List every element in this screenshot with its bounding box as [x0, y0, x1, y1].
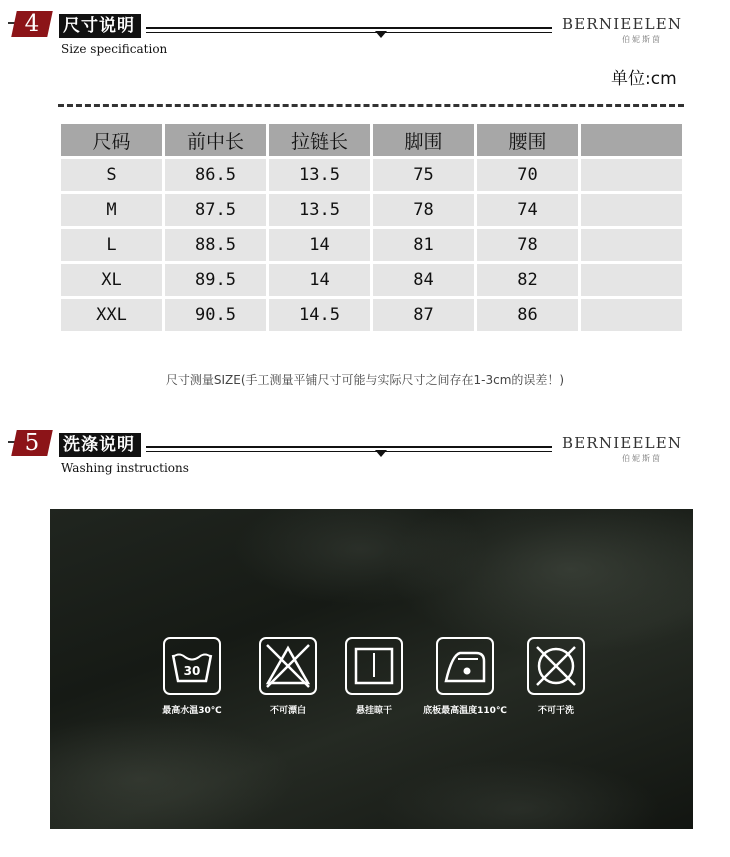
wash-instructions-panel [50, 509, 693, 829]
table-cell: 70 [477, 159, 578, 191]
header-triangle-icon [375, 31, 387, 38]
wash-30-icon [163, 637, 221, 695]
table-cell: 88.5 [165, 229, 266, 261]
no-dry-clean-label: 不可干洗 [537, 706, 574, 716]
table-row [61, 229, 682, 261]
table-row [61, 194, 682, 226]
wash-section-header [0, 419, 730, 479]
table-cell: 87.5 [165, 194, 266, 226]
unit-label: 单位:cm [611, 69, 677, 89]
header-hem: 脚围 [373, 124, 474, 156]
section-number: 4 [24, 11, 40, 37]
table-cell: 14 [269, 264, 370, 296]
table-cell: XXL [61, 299, 162, 331]
table-cell: 87 [373, 299, 474, 331]
no-dry-clean-icon [527, 637, 585, 695]
brand-subtitle: 伯妮斯茵 [622, 454, 662, 463]
table-cell [581, 159, 682, 191]
table-cell [581, 229, 682, 261]
section-title: 尺寸说明 [63, 16, 135, 36]
table-cell: 84 [373, 264, 474, 296]
table-cell: 78 [373, 194, 474, 226]
table-cell: 74 [477, 194, 578, 226]
brand-subtitle: 伯妮斯茵 [622, 35, 662, 44]
measurement-note: 尺寸测量SIZE(手工测量平铺尺寸可能与实际尺寸之间存在1-3cm的误差！) [165, 373, 565, 387]
table-cell: 14 [269, 229, 370, 261]
wash-icon-label: 最高水温30℃ [162, 706, 222, 716]
iron-temp-label: 底板最高温度110℃ [423, 706, 507, 716]
size-section-header [0, 0, 730, 60]
section-subtitle: Size specification [61, 42, 168, 56]
header-zipper-length: 拉链长 [269, 124, 370, 156]
table-cell: M [61, 194, 162, 226]
no-bleach-label: 不可漂白 [269, 706, 306, 716]
header-rule [146, 27, 552, 29]
table-cell: XL [61, 264, 162, 296]
header-triangle-icon [375, 450, 387, 457]
section-subtitle: Washing instructions [61, 461, 189, 475]
table-cell: S [61, 159, 162, 191]
table-cell: L [61, 229, 162, 261]
header-rule [146, 446, 552, 448]
table-cell: 78 [477, 229, 578, 261]
table-cell [581, 194, 682, 226]
header-size: 尺码 [61, 124, 162, 156]
table-cell: 75 [373, 159, 474, 191]
header-front-length: 前中长 [165, 124, 266, 156]
wash-temp-text: 30 [183, 664, 201, 678]
size-table [58, 121, 685, 334]
brand-logo: BERNIEELEN [562, 434, 683, 452]
table-cell [581, 264, 682, 296]
table-cell: 13.5 [269, 159, 370, 191]
table-cell: 14.5 [269, 299, 370, 331]
table-cell [581, 299, 682, 331]
table-header-row [61, 124, 682, 156]
table-row [61, 299, 682, 331]
header-rule-thin [146, 32, 552, 33]
header-waist: 腰围 [477, 124, 578, 156]
table-row [61, 159, 682, 191]
table-cell: 81 [373, 229, 474, 261]
header-rule-thin [146, 451, 552, 452]
table-cell: 89.5 [165, 264, 266, 296]
hang-dry-label: 悬挂晾干 [355, 706, 392, 716]
section-number: 5 [24, 430, 40, 456]
no-bleach-icon [259, 637, 317, 695]
iron-110-icon [436, 637, 494, 695]
table-cell: 90.5 [165, 299, 266, 331]
hang-dry-icon [345, 637, 403, 695]
section-title: 洗涤说明 [63, 435, 135, 455]
brand-logo: BERNIEELEN [562, 15, 683, 33]
header-empty [581, 124, 682, 156]
table-row [61, 264, 682, 296]
table-cell: 13.5 [269, 194, 370, 226]
table-cell: 86 [477, 299, 578, 331]
dashed-divider [58, 104, 684, 107]
table-cell: 82 [477, 264, 578, 296]
table-cell: 86.5 [165, 159, 266, 191]
